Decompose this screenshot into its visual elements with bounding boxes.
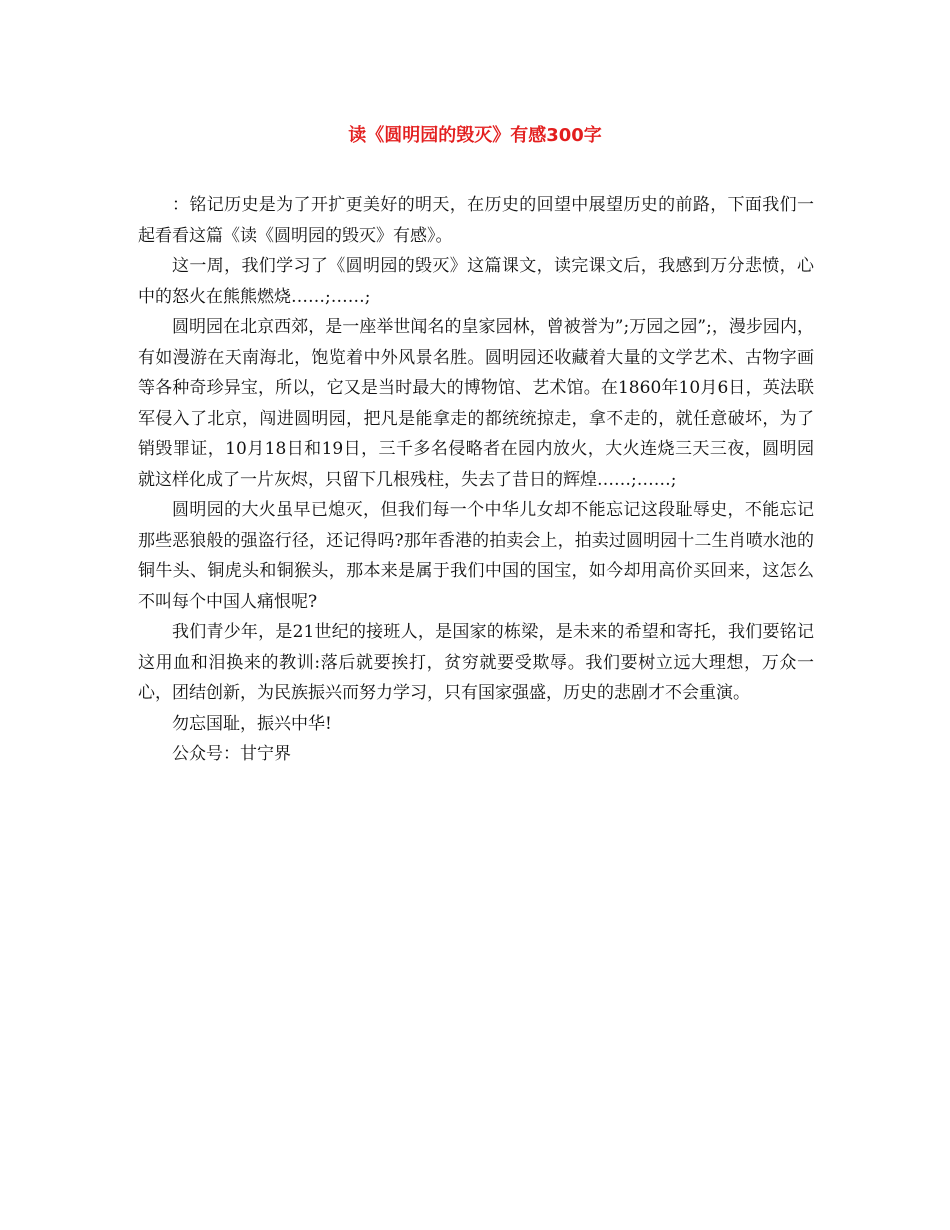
document-title: 读《圆明园的毁灭》有感300字 bbox=[348, 125, 602, 146]
paragraph-slogan: 勿忘国耻，振兴中华! bbox=[172, 713, 332, 734]
paragraph-intro: ：铭记历史是为了开扩更美好的明天，在历史的回望中展望历史的前路，下面我们一起看看这篇《读《圆明园的毁灭》有感》。 bbox=[138, 195, 814, 246]
paragraph-this-week: 这一周，我们学习了《圆明园的毁灭》这篇课文，读完课文后，我感到万分悲愤，心中的怒火在熊熊燃烧……;……; bbox=[138, 256, 814, 307]
paragraph-youth: 我们青少年，是21世纪的接班人，是国家的栋梁，是未来的希望和寄托，我们要铭记这用血和泪换来的教训:落后就要挨打，贫穷就要受欺辱。我们要树立远大理想，万众一心，团结创新，为民族振兴而努力学习，只有国家强盛，历史的悲剧才不会重演。 bbox=[138, 622, 814, 703]
document-body bbox=[138, 190, 814, 770]
paragraph-shame: 圆明园的大火虽早已熄灭，但我们每一个中华儿女却不能忘记这段耻辱史，不能忘记那些恶狼般的强盗行径，还记得吗?那年香港的拍卖会上，拍卖过圆明园十二生肖喷水池的铜牛头、铜虎头和铜猴头，那本来是属于我们中国的国宝，如今却用高价买回来，这怎么不叫每个中国人痛恨呢? bbox=[138, 500, 814, 612]
paragraph-garden-history: 圆明园在北京西郊，是一座举世闻名的皇家园林，曾被誉为”;万园之园”;，漫步园内，有如漫游在天南海北，饱览着中外风景名胜。圆明园还收藏着大量的文学艺术、古物字画等各种奇珍异宝，所以，它又是当时最大的博物馆、艺术馆。在1860年10月6日，英法联军侵入了北京，闯进圆明园，把凡是能拿走的都统统掠走，拿不走的，就任意破坏，为了销毁罪证，10月18日和19日，三千多名侵略者在园内放火，大火连烧三天三夜，圆明园就这样化成了一片灰烬，只留下几根残柱，失去了昔日的辉煌……;……; bbox=[138, 317, 814, 490]
paragraph-public-account: 公众号：甘宁界 bbox=[172, 744, 291, 764]
